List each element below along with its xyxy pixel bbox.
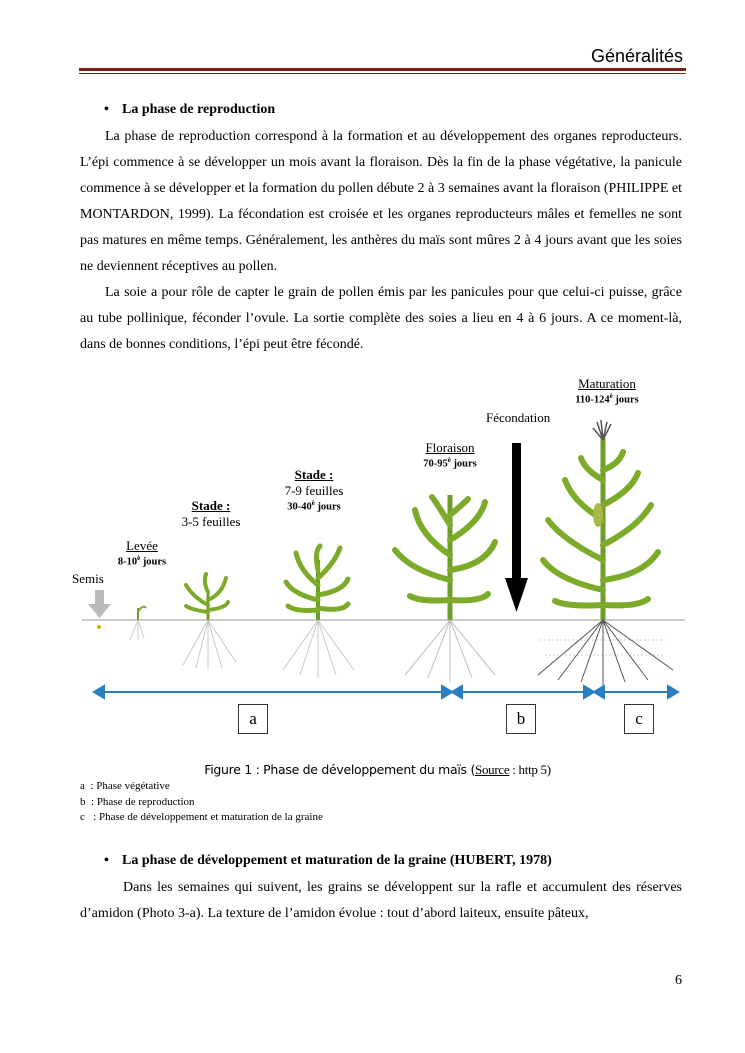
page-number: 6 <box>675 973 682 988</box>
figure-caption <box>80 762 675 778</box>
bullet-icon: • <box>104 102 109 117</box>
phase-box-b: b <box>506 704 536 734</box>
label-fecondation: Fécondation <box>486 410 551 425</box>
label-semis: Semis <box>72 571 104 586</box>
phase-box-c: c <box>624 704 654 734</box>
plant-7-9-leaves-icon <box>283 546 354 678</box>
stage-days: $30-40^è$ jours <box>287 499 341 513</box>
figure-legend <box>80 779 323 826</box>
stage-detail: 3-5 feuilles <box>181 514 241 529</box>
caption-prefix: Figure 1 : Phase de développement du maïs ( <box>204 762 476 777</box>
heading-citation: (HUBERT, 1978) <box>446 853 552 868</box>
paragraph: La soie a pour rôle de capter le grain de pollen émis par les panicules pour que celui-ci puisse, grâce au tube pollinique, féconder l’ovule. La sortie complète des soies a lieu en 4 à 6 jours. A ce moment-là, dans de bonnes conditions, l’épi peut être fécondé. <box>80 285 682 352</box>
bullet-icon: • <box>104 853 109 868</box>
stage-name: Stade : <box>294 467 334 482</box>
label-stade-3-5 <box>170 498 252 530</box>
label-maturation <box>562 376 652 406</box>
seedling-plant-icon <box>130 607 146 640</box>
paragraph: Dans les semaines qui suivent, les grains se développent sur la rafle et accumulent des réserves d’amidon (Photo 3-a). La texture de l’amidon évolue : tout d’abord laiteux, ensuite pâteux, <box>80 880 682 921</box>
plant-3-5-leaves-icon <box>183 574 236 670</box>
header-title: Généralités <box>590 46 683 66</box>
stage-name: Stade : <box>191 498 231 513</box>
caption-suffix: : http 5) <box>509 762 551 777</box>
stage-name: Levée <box>126 538 158 553</box>
paragraph-maturation <box>80 875 682 927</box>
heading-text: La phase de développement et maturation de la graine <box>122 853 447 868</box>
heading-text: La phase de reproduction <box>122 102 276 117</box>
fecondation-arrow-icon <box>505 443 528 612</box>
label-levee <box>108 538 176 568</box>
caption-source: Source <box>475 762 510 777</box>
phase-box-a: a <box>238 704 268 734</box>
stage-days: $110-124^è$ jours <box>575 392 639 406</box>
phase-c-arrowhead-left <box>594 686 604 698</box>
stage-name: Maturation <box>578 376 636 391</box>
paragraph: La phase de reproduction correspond à la formation et au développement des organes reproducteurs. L’épi commence à se développer un mois avant la floraison. Dès la fin de la phase végétative, la panicule commence à se développer et la formation du pollen débute 2 à 3 semaines avant la floraison (PHILIPPE et MONTARDON, 1999). La fécondation est croisée et les organes reproducteurs mâles et femelles ne sont pas matures en même temps. Généralement, les anthères du maïs sont mûres 2 à 4 jours avant que les soies ne deviennent réceptives au pollen. <box>80 129 682 274</box>
phase-a-arrowhead-left <box>94 686 104 698</box>
phase-arrows <box>94 686 678 698</box>
flowering-plant-icon <box>395 495 495 682</box>
section-heading-maturation <box>104 853 552 869</box>
legend-item-b: b : Phase de reproduction <box>80 795 195 808</box>
legend-item-c: c : Phase de développement et maturation de la graine <box>80 811 323 823</box>
stage-name: Floraison <box>425 440 475 455</box>
stage-days: $8-10^è$ jours <box>117 554 167 568</box>
stage-days: $70-95^è$ jours <box>423 456 477 470</box>
legend-item-a: a : Phase végétative <box>80 780 170 792</box>
phase-b-arrowhead-left <box>452 686 462 698</box>
label-floraison <box>412 440 488 470</box>
phase-c-arrowhead-right <box>668 686 678 698</box>
label-stade-7-9 <box>272 467 356 513</box>
mature-plant-icon <box>538 420 673 685</box>
sowing-arrow-icon <box>88 590 111 629</box>
stage-detail: 7-9 feuilles <box>284 483 344 498</box>
